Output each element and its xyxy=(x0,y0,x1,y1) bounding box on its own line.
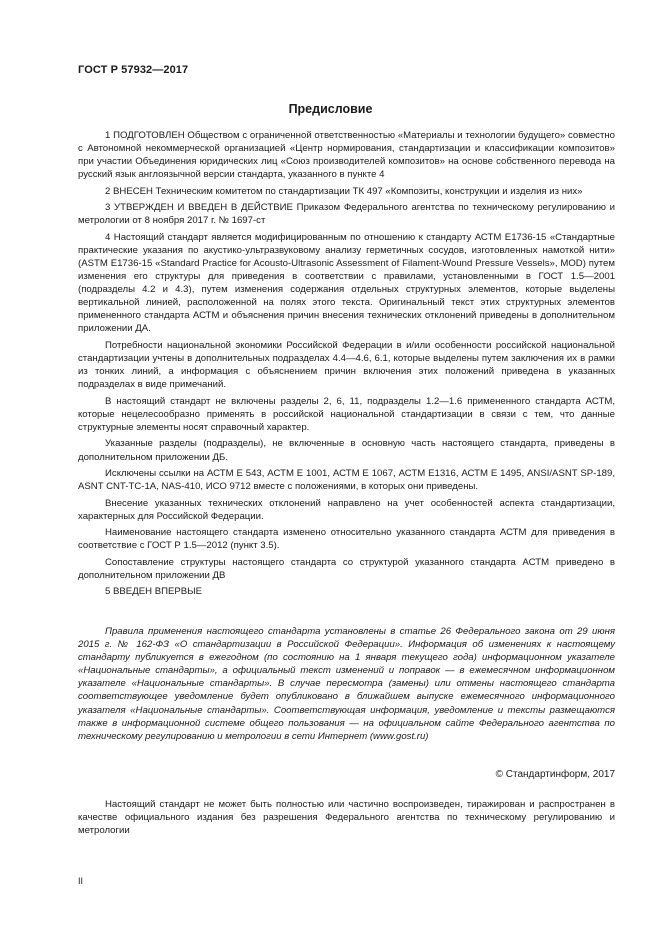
reproduction-notice xyxy=(78,798,615,837)
paragraph-technical-deviations: Внесение указанных технических отклонений направлено на учет особенностей аспекта стандартизации, характерных для Российской Федерации. xyxy=(78,497,615,522)
paragraph-national-needs: Потребности национальной экономики Российской Федерации в и/или особенности российской национальной стандартизации учтены в дополнительных подразделах 4.4—4.6, 6.1, которые выделены путем заключения их в рамки из тонких линий, а информация с объяснением причин включения этих положений приведена в указанных подразделах в виде примечаний. xyxy=(78,339,615,391)
copyright-line: © Стандартинформ, 2017 xyxy=(495,769,615,780)
paragraph-modified-standard: 4 Настоящий стандарт является модифицированным по отношению к стандарту АСТМ Е1736-15 «Стандартные практические указания по акустико-ультразвуковому анализу герметичных сосудов, изготовленных намоткой нити» (ASTM E1736-15 «Standard Practice for Acousto-Ultrasonic Assessment of Filament-Wound Pressure Vessels», MOD) путем изменения его структуры для приведения в соответствии с правилами, установленными в ГОСТ 1.5—2001 (подразделы 4.2 и 4.3), путем изменения содержания отдельных структурных элементов, которые выделены вертикальной линией, расположенной на полях этого текста. Оригинальный текст этих структурных элементов примененного стандарта АСТМ и объяснения причин внесения технических отклонений приведены в дополнительном приложении ДА. xyxy=(78,231,615,335)
section-title: Предисловие xyxy=(288,102,373,116)
application-rules-notice xyxy=(78,625,615,743)
document-code-header: ГОСТ Р 57932—2017 xyxy=(78,64,189,76)
paragraph-prepared-by: 1 ПОДГОТОВЛЕН Обществом с ограниченной ответственностью «Материалы и технологии будущего» совместно с Автономной некоммерческой организацией «Центр нормирования, стандартизации и классификации композитов» при участии Объединения юридических лиц «Союз производителей композитов» на основе собственного перевода на русский язык англоязычной версии стандарта, указанного в пункте 4 xyxy=(78,130,615,181)
paragraph-introduced-first: 5 ВВЕДЕН ВПЕРВЫЕ xyxy=(105,586,203,598)
paragraph-excluded-references: Исключены ссылки на АСТМ Е 543, АСТМ Е 1001, АСТМ Е 1067, АСТМ Е1316, АСТМ Е 1495, ANSI/ASNT SP-189, ASNT CNT-TC-1A, NAS-410, ИСО 9712 вместе с положениями, в которых они приведены. xyxy=(78,467,615,493)
paragraph-title-changed: Наименование настоящего стандарта изменено относительно указанного стандарта АСТМ для приведения в соответствие с ГОСТ Р 1.5—2012 (пункт 3.5). xyxy=(78,527,615,552)
paragraph-submitted-by: 2 ВНЕСЕН Техническим комитетом по стандартизации ТК 497 «Композиты, конструкции и изделия из них» xyxy=(105,185,583,197)
paragraph-excluded-sections: В настоящий стандарт не включены разделы 2, 6, 11, подразделы 1.2—1.6 примененного стандарта АСТМ, которые нецелесообразно применять в российской национальной стандартизации в связи с тем, что данные структурные элементы носят справочный характер. xyxy=(78,395,615,433)
reproduction-notice-text: Настоящий стандарт не может быть полностью или частично воспроизведен, тиражирован и распространен в качестве официального издания без разрешения Федерального агентства по техническому регулированию и метрологии xyxy=(78,799,615,837)
notice-text: Правила применения настоящего стандарта установлены в статье 26 Федерального закона от 29 июня 2015 г. № 162-ФЗ «О стандартизации в Российской Федерации». Информация об изменениях к настоящему стандарту публикуется в ежегодном (по состоянию на 1 января текущего года) информационном указателе «Национальные стандарты», а официальный текст изменений и поправок — в ежемесячном информационном указателе «Национальные стандарты». В случае пересмотра (замены) или отмены настоящего стандарта соответствующее уведомление будет опубликовано в ближайшем выпуске ежемесячного информационного указателя «Национальные стандарты». Соответствующая информация, уведомление и тексты размещаются также в информационной системе общего пользования — на официальном сайте Федерального агентства по техническому регулированию и метрологии в сети Интернет (www.gost.ru) xyxy=(78,626,615,742)
paragraph-approved: 3 УТВЕРЖДЕН И ВВЕДЕН В ДЕЙСТВИЕ Приказом Федерального агентства по техническому регулированию и метрологии от 8 ноября 2017 г. № 1697-ст xyxy=(78,202,615,227)
paragraph-structure-comparison: Сопоставление структуры настоящего стандарта со структурой указанного стандарта АСТМ приведено в дополнительном приложении ДВ xyxy=(78,556,615,581)
paragraph-annex-db: Указанные разделы (подразделы), не включенные в основную часть настоящего стандарта, приведены в дополнительном приложении ДБ. xyxy=(78,438,615,463)
foreword-body xyxy=(78,129,615,598)
page-number: II xyxy=(78,876,84,886)
